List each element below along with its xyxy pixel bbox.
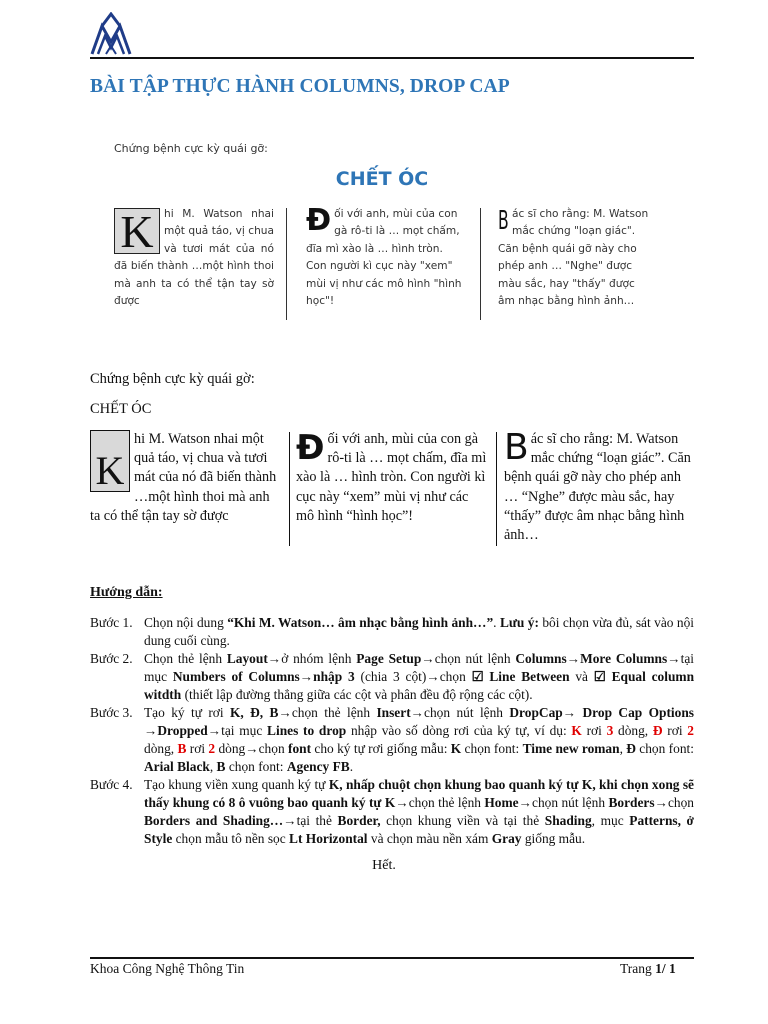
- sample-column-divider: [286, 208, 287, 320]
- sample-col1-text: hi M. Watson nhai một quả táo, vị chua và tươi mát của nó đã biến thành …một hình thoi mà anh ta có thể tận tay sờ được: [114, 208, 274, 308]
- step-label: Bước 4.: [90, 777, 133, 792]
- step-label: Bước 2.: [90, 651, 133, 666]
- university-logo-icon: [88, 12, 134, 56]
- plain-col2-text: ối với anh, mùi của con gà rô-ti là … mọt chấm, đĩa mì xào là … hình tròn. Con người kì cục này “xem” mùi vị như các mô hình “hình học”!: [296, 431, 487, 524]
- step-text: Tạo ký tự rơi K, Đ, B→chọn thẻ lệnh Insert→chọn nút lệnh DropCap→ Drop Cap Options →Dropped→tại mục Lines to drop nhập vào số dòng rơi của ký tự, ví dụ: K rơi 3 dòng, Đ rơi 2 dòng, B rơi 2 dòng→chọn font cho ký tự rơi giống mẫu: K chọn font: Time new roman, Đ chọn font: Arial Black, B chọn font: Agency FB.: [144, 705, 694, 774]
- plain-column-1: [90, 430, 278, 526]
- footer-page-number: Trang 1/ 1: [620, 961, 676, 976]
- step-2: [90, 650, 694, 704]
- guide-heading: Hướng dẫn:: [90, 585, 163, 600]
- sample-intro: Chứng bệnh cực kỳ quái gỡ:: [114, 142, 268, 155]
- step-text: Chọn nội dung “Khi M. Watson… âm nhạc bằng hình ảnh…”. Lưu ý: bôi chọn vừa đủ, sát vào nội dung cuối cùng.: [144, 615, 695, 648]
- plain-column-3: [504, 427, 696, 545]
- step-text: Chọn thẻ lệnh Layout→ở nhóm lệnh Page Setup→chọn nút lệnh Columns→More Columns→tại mục Numbers of Columns→nhập 3 (chia 3 cột)→chọn ☑ Line Between và ☑ Equal column witdth (thiết lập đường thẳng giữa các cột và phân đều độ rộng các cột).: [144, 651, 695, 702]
- step-1: [90, 614, 694, 650]
- end-marker: Hết.: [372, 858, 396, 873]
- sample-dropcap-k: K: [114, 208, 160, 254]
- sample-column-2: [306, 203, 462, 310]
- plain-dropcap-k: K: [90, 430, 130, 492]
- plain-dropcap-d: Đ: [296, 428, 325, 468]
- sample-column-3: [498, 206, 650, 310]
- sample-title: CHẾT ÓC: [335, 168, 429, 190]
- step-label: Bước 3.: [90, 705, 133, 720]
- sample-image: [106, 132, 658, 332]
- sample-dropcap-d: Đ: [306, 203, 332, 238]
- sample-column-1: [114, 206, 274, 310]
- plain-column-divider: [289, 432, 290, 546]
- sample-col3-text: ác sĩ cho rằng: M. Watson mắc chứng "loạn giác". Căn bệnh quái gỡ này cho phép anh … "Nghe" được màu sắc, hay "thấy" được âm nhạc bằng hình ảnh…: [498, 208, 649, 308]
- plain-col1-text: hi M. Watson nhai một quả táo, vị chua và tươi mát của nó đã biến thành …một hình thoi mà anh ta có thể tận tay sờ được: [90, 431, 277, 524]
- plain-title: CHẾT ÓC: [90, 401, 152, 417]
- sample-dropcap-b: B: [498, 206, 509, 236]
- document-title: BÀI TẬP THỰC HÀNH COLUMNS, DROP CAP: [90, 76, 510, 97]
- guide-steps: [90, 614, 694, 848]
- header-rule: [90, 57, 694, 59]
- step-text: Tạo khung viền xung quanh ký tự K, nhấp chuột chọn khung bao quanh ký tự K, khi chọn xong sẽ thấy khung có 8 ô vuông bao quanh ký tự K→chọn thẻ lệnh Home→chọn nút lệnh Borders→chọn Borders and Shading…→tại thẻ Border, chọn khung viền và tại thẻ Shading, mục Patterns, ở Style chọn mẫu tô nền sọc Lt Horizontal và chọn màu nền xám Gray giống mẫu.: [144, 777, 694, 846]
- plain-dropcap-b: B: [504, 427, 529, 468]
- step-4: [90, 776, 694, 848]
- footer-rule: [90, 957, 694, 959]
- sample-col2-text: ối với anh, mùi của con gà rô-ti là … mọt chấm, đĩa mì xào là … hình tròn. Con người kì cục này "xem" mùi vị như các mô hình "hình học"!: [306, 208, 462, 308]
- step-3: [90, 704, 694, 776]
- step-label: Bước 1.: [90, 615, 133, 630]
- plain-col3-text: ác sĩ cho rằng: M. Watson mắc chứng “loạn giác”. Căn bệnh quái gỡ này cho phép anh … “Nghe” được màu sắc, hay “thấy” được âm nhạc bằng hình ảnh…: [504, 431, 691, 544]
- sample-column-divider: [480, 208, 481, 320]
- plain-column-divider: [496, 432, 497, 546]
- plain-column-2: [296, 430, 488, 526]
- plain-intro: Chứng bệnh cực kỳ quái gờ:: [90, 371, 255, 387]
- footer-department: Khoa Công Nghệ Thông Tin: [90, 961, 245, 976]
